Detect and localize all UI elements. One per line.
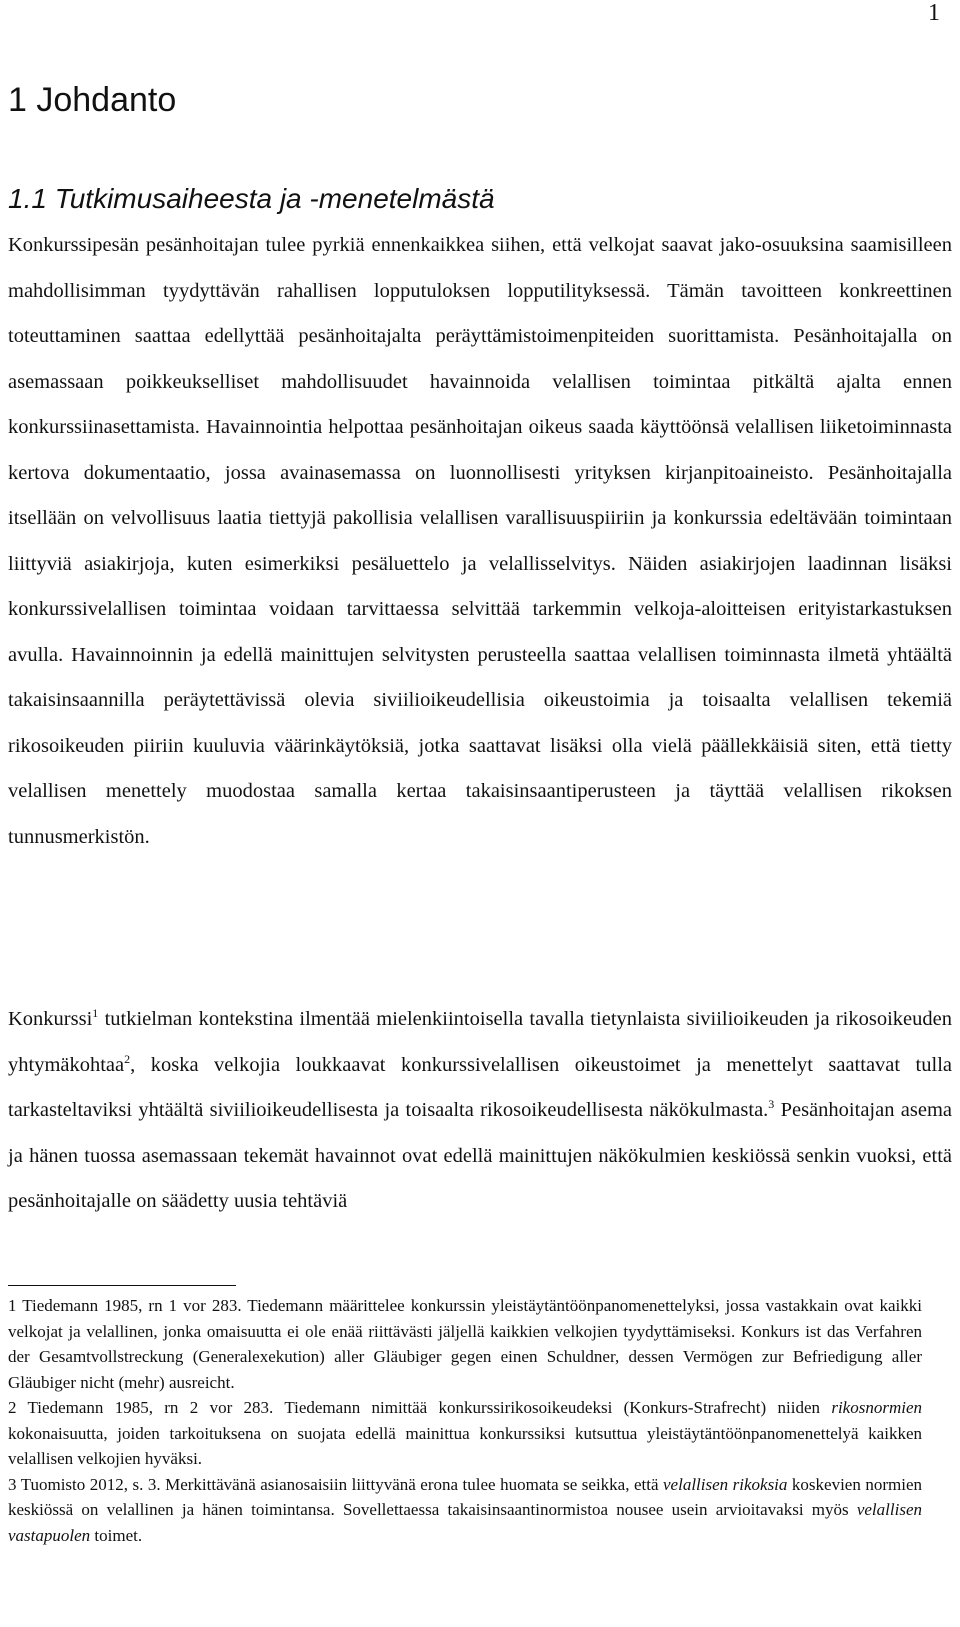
footnote-text: koskevien normien keskiössä on velallinen ja hänen toimintansa. Sovellettaessa takaisinsaantinormistoa nousee usein arvioitavaksi myös: [8, 1474, 922, 1519]
paragraph2-text: Konkurssi: [8, 1008, 93, 1030]
chapter-title: 1 Johdanto: [8, 81, 177, 119]
footnote-emphasis: rikosnormien: [831, 1398, 922, 1417]
footnote-ref-3: 3: [768, 1097, 775, 1112]
footnote-1: 1 Tiedemann 1985, rn 1 vor 283. Tiedemann määrittelee konkurssin yleistäytäntöönpanomenettelyksi, jossa vastakkain ovat kaikki velkojat ja velallinen, jonka omaisuutta ei ole enää riittävästi jäljellä kaikkien velkojien tyydyttämiseksi. Konkurs ist das Verfahren der Gesamtvollstreckung (Generalexekution) aller Gläubiger gegen einen Schuldner, dessen Vermögen zur Befriedigung aller Gläubiger nicht (mehr) ausreicht.: [8, 1296, 922, 1392]
footnote-ref-2: 2: [124, 1051, 131, 1066]
footnote-emphasis: velallisen rikoksia: [663, 1474, 788, 1494]
footnote-ref-1: 1: [92, 1006, 99, 1021]
footnote-3: [8, 1472, 922, 1549]
section-title: 1.1 Tutkimusaiheesta ja -menetelmästä: [8, 183, 495, 214]
footnote-2: [8, 1395, 922, 1472]
footnote-text: kokonaisuutta, joiden tarkoituksena on suojata edellä mainittua konkurssiksi kutsuttua yleistäytäntöönpanomenettelyä kaikken velallisen velkojien hyväksi.: [8, 1423, 922, 1468]
footnote-separator: [8, 1285, 236, 1286]
paragraph2-text: Pesänhoitajan asema ja hänen tuossa asemassaan tekemät havainnot ovat edellä mainittujen näkökulmien keskiössä senkin vuoksi, että pesänhoitajalle on säädetty uusia tehtäviä: [8, 1099, 952, 1212]
footnote-text: 2 Tiedemann 1985, rn 2 vor 283. Tiedemann nimittää konkurssirikosoikeudeksi (Konkurs-Strafrecht) niiden: [8, 1398, 832, 1417]
footnote-emphasis: velallisen vastapuolen: [8, 1500, 922, 1545]
footnote-text: toimet.: [90, 1525, 143, 1545]
footnotes: [8, 1293, 922, 1548]
paragraph2-text: , koska velkojia loukkaavat konkurssivelallisen oikeustoimet ja menettelyt saattavat tulla tarkasteltaviksi yhtäältä siviilioikeudellisesta ja toisaalta rikosoikeudellisesta näkökulmasta.: [8, 1053, 952, 1121]
page-number: 1: [928, 0, 940, 26]
body-paragraph-2: [8, 997, 952, 1225]
footnote-text: 3 Tuomisto 2012, s. 3. Merkittävänä asianosaisiin liittyvänä erona tulee huomata se seikka, että: [8, 1474, 663, 1494]
paragraph2-text: tutkielman kontekstina ilmentää mielenkiintoisella tavalla tietynlaista siviilioikeuden ja rikosoikeuden yhtymäkohtaa: [8, 1008, 952, 1076]
body-paragraph-1: Konkurssipesän pesänhoitajan tulee pyrkiä ennenkaikkea siihen, että velkojat saavat jako-osuuksina saamisilleen mahdollisimman tyydyttävän rahallisen lopputuloksen lopputilityksessä. Tämän tavoitteen konkreettinen toteuttaminen saattaa edellyttää pesänhoitajalta peräyttämistoimenpiteiden suorittamista. Pesänhoitajalla on asemassaan poikkeukselliset mahdollisuudet havainnoida velallisen toimintaa pitkältä ajalta ennen konkurssiinasettamista. Havainnointia helpottaa pesänhoitajan oikeus saada käyttöönsä velallisen liiketoiminnasta kertova dokumentaatio, jossa avainasemassa on luonnollisesti yrityksen kirjanpitoaineisto. Pesänhoitajalla itsellään on velvollisuus laatia tiettyjä pakollisia velallisen varallisuuspiiriin ja konkurssia edeltävään toimintaan liittyviä asiakirjoja, kuten esimerkiksi pesäluettelo ja velallisselvitys. Näiden asiakirjojen laadinnan lisäksi konkurssivelallisen toimintaa voidaan tarvittaessa selvittää tarkemmin velkoja-aloitteisen erityistarkastuksen avulla. Havainnoinnin ja edellä mainittujen selvitysten perusteella saattaa velallisen toiminnasta ilmetä yhtäältä takaisinsaannilla peräytettävissä olevia siviilioikeudellisia oikeustoimia ja toisaalta velallisen tekemiä rikosoikeuden piiriin kuuluvia väärinkäytöksiä, jotka saattavat lisäksi olla vielä päällekkäisiä siten, että tietty velallisen menettely muodostaa samalla kertaa takaisinsaantiperusteen ja täyttää velallisen rikoksen tunnusmerkistön.: [8, 234, 952, 848]
